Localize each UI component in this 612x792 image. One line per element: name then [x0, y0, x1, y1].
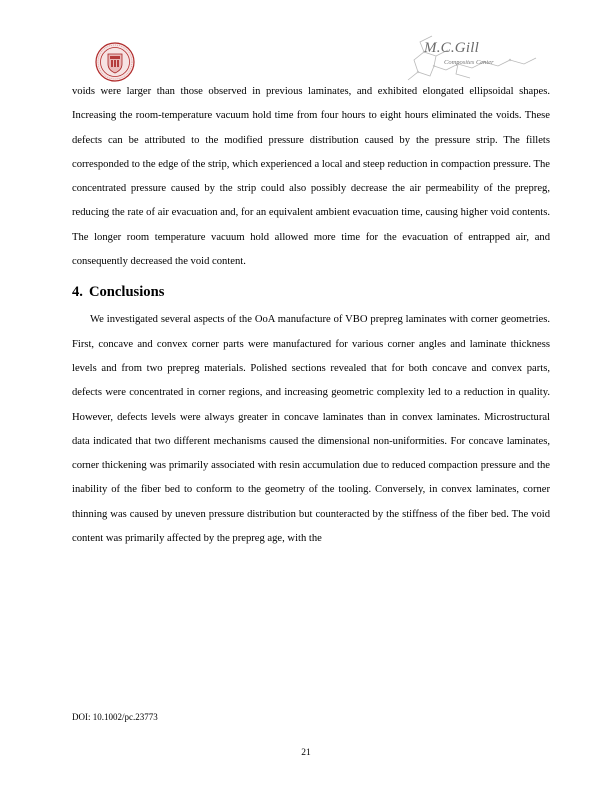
- section-title: Conclusions: [88, 284, 165, 301]
- logo-subtitle: Composites Center: [444, 59, 494, 66]
- body-paragraph-1: voids were larger than those observed in previous laminates, and exhibited elongated ellipsoidal shapes. Increasing the room-temperature vacuum hold time from four hours to eight hours eliminated the voids. These defects can be attributed to the modified pressure distribution caused by the pressure strip. The fillets corresponded to the edge of the strip, which experienced a local and steep reduction in compaction pressure. The concentrated pressure caused by the strip could also possibly decrease the air permeability of the prepreg, reducing the rate of air evacuation and, for an equivalent ambient evacuation time, causing higher void contents. The longer room temperature vacuum hold allowed more time for the evacuation of entrapped air, and consequently decreased the void content.: [72, 86, 550, 268]
- section-number: 4.: [72, 284, 83, 301]
- logo-name: M.C.Gill: [424, 40, 479, 56]
- doi-reference: DOI: 10.1002/pc.23773: [72, 712, 158, 722]
- mc-gill-composites-center-logo: [400, 28, 550, 88]
- hexagon-network-icon: [400, 28, 550, 88]
- section-heading: [72, 280, 550, 304]
- university-seal-icon: [95, 42, 135, 82]
- page-number: 21: [301, 748, 311, 758]
- body-paragraph-2: We investigated several aspects of the OoA manufacture of VBO prepreg laminates with corner geometries. First, concave and convex corner parts were manufactured for various corner angles and laminate thickness levels and from two prepreg materials. Polished sections revealed that for both concave and convex parts, defects were concentrated in corner regions, and increasing geometric complexity led to a reduction in quality. However, defects levels were always greater in concave laminates than in convex laminates. Microstructural data indicated that two different mechanisms caused the dimensional non-uniformities. For concave laminates, corner thickening was primarily associated with resin accumulation due to reduced compaction pressure and the inability of the fiber bed to conform to the geometry of the tooling. Conversely, in convex laminates, corner thinning was caused by uneven pressure distribution but counteracted by the stiffness of the fiber bed. The void content was primarily affected by the prepreg age, with the: [72, 314, 550, 545]
- university-seal-logo: [95, 42, 135, 82]
- page-content: [72, 80, 550, 551]
